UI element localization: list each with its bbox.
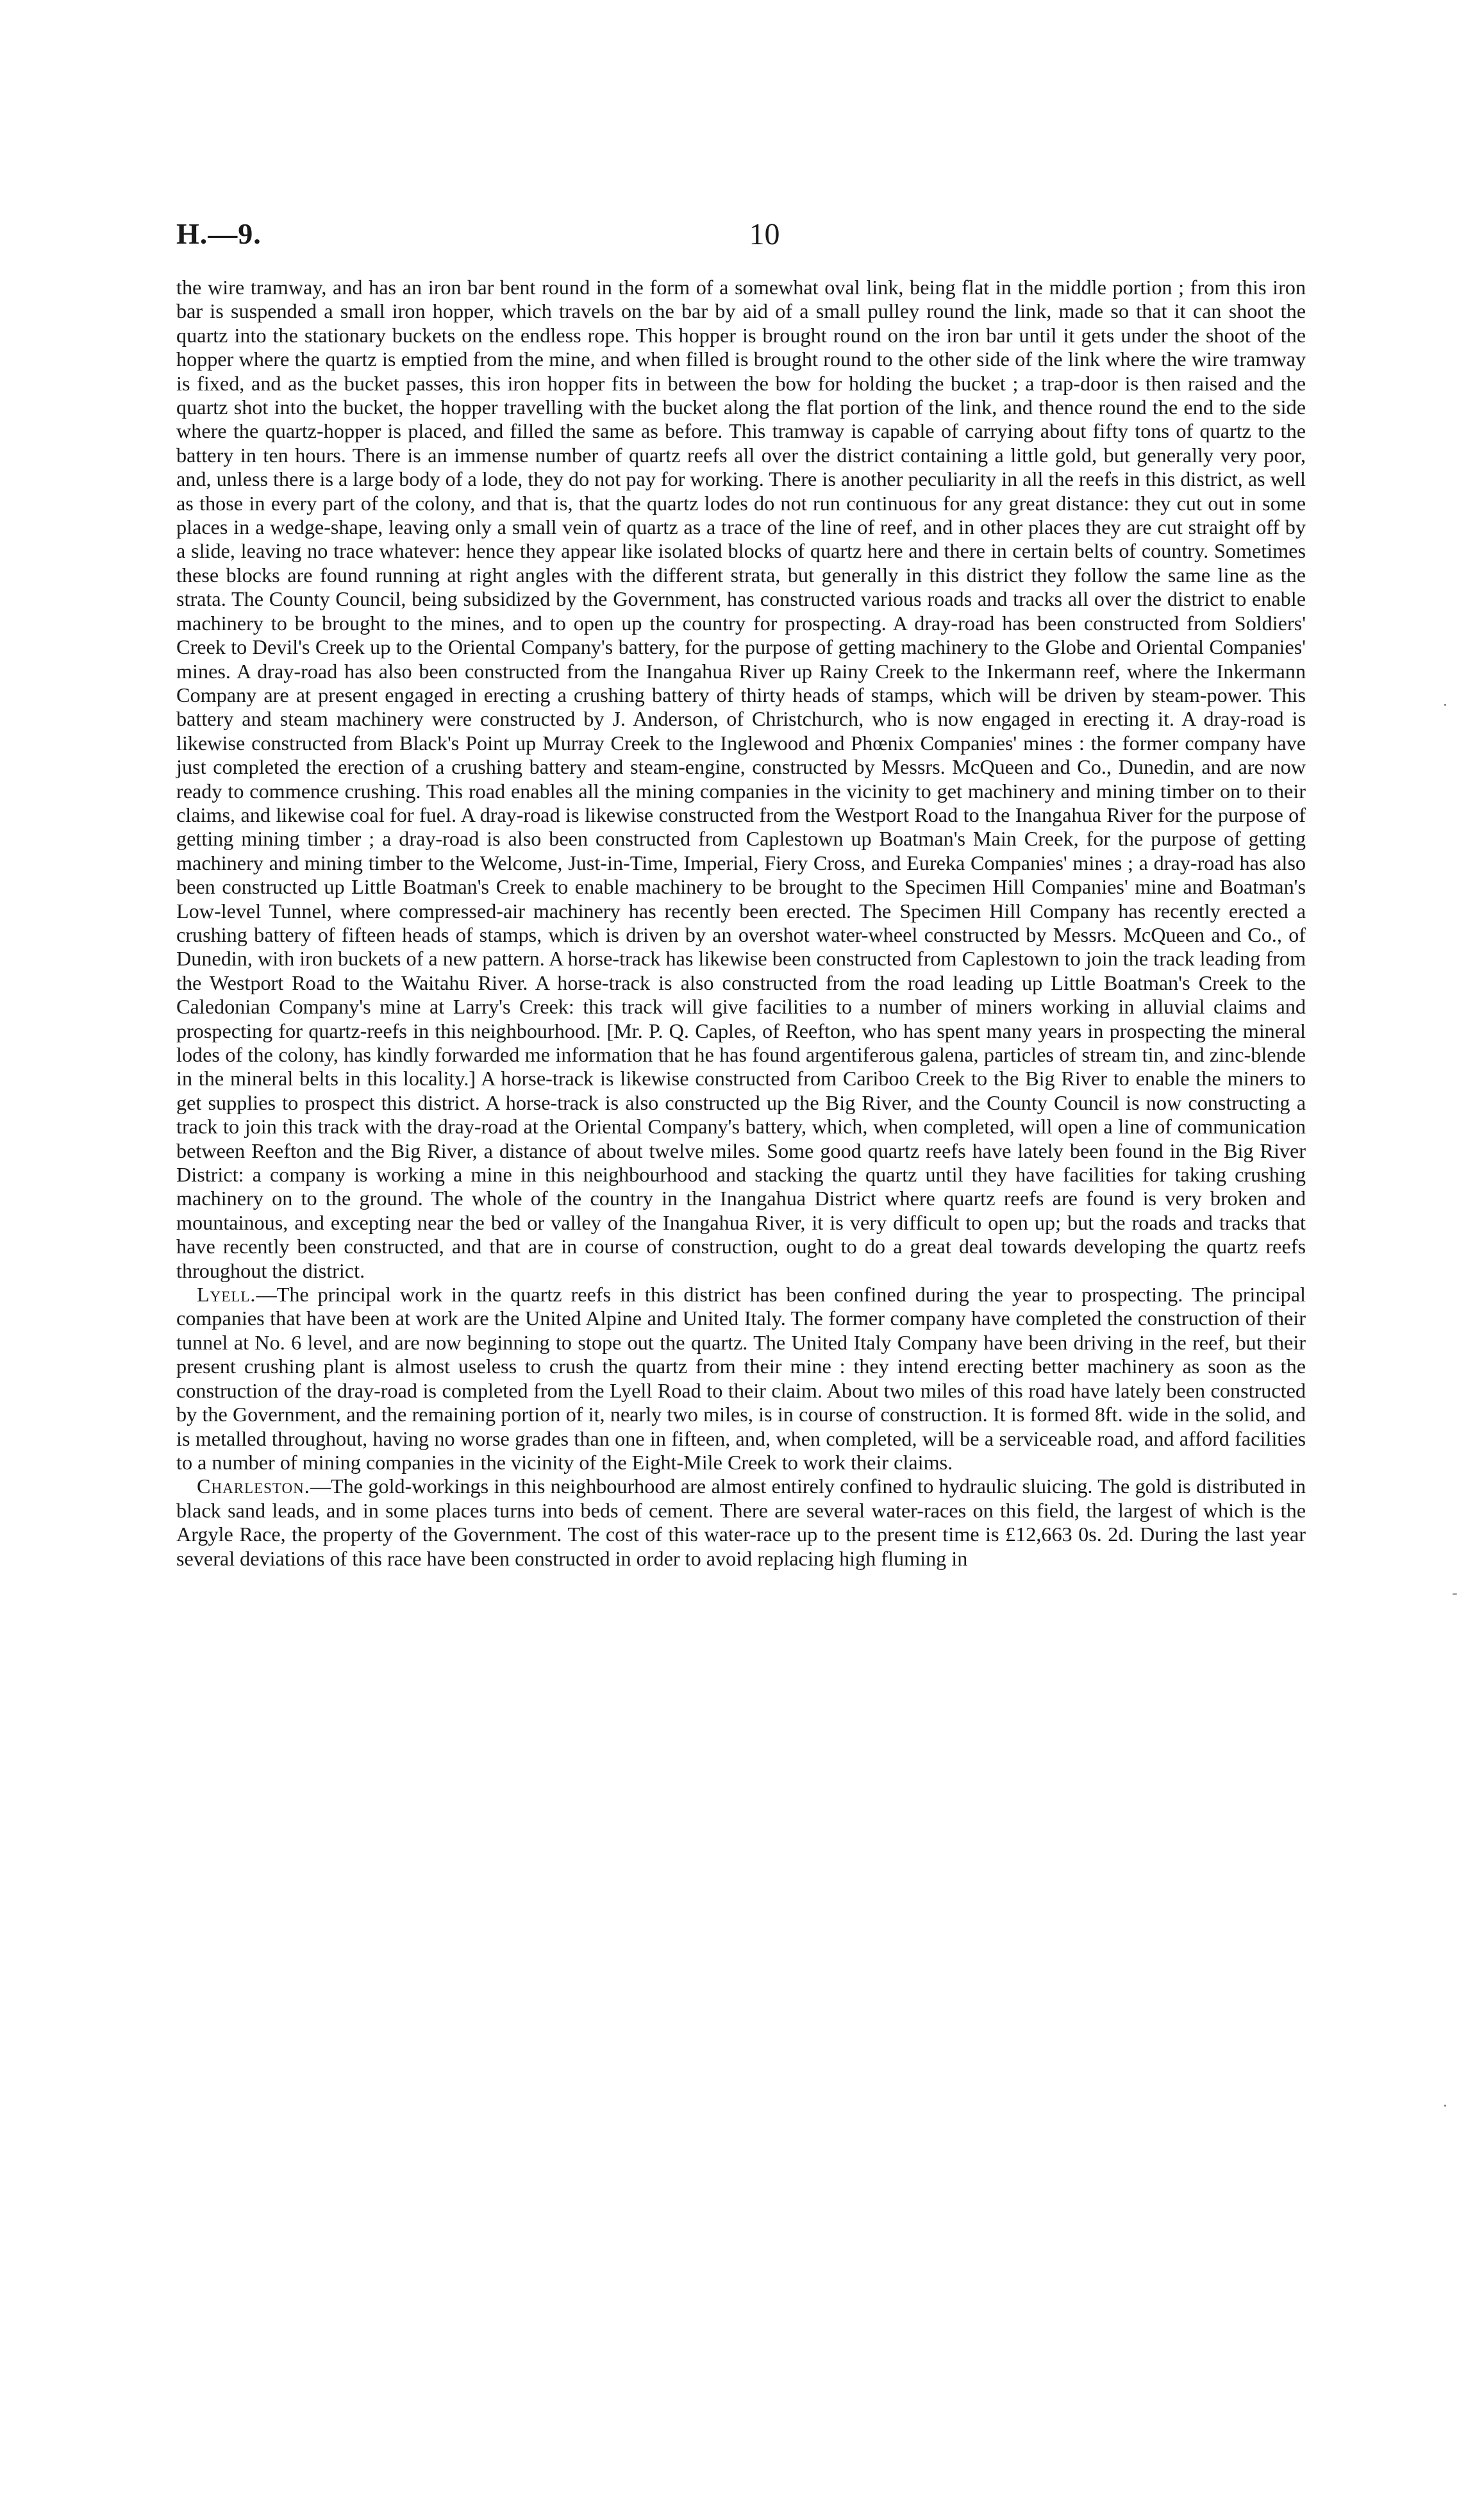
paragraph-text: —The principal work in the quartz reefs in this district has been confined during the year to prospecting. The principal companies that have been at work are the United Alpine and United Italy. The former company have completed the construction of their tunnel at No. 6 level, and are now beginning to stope out the quartz. The United Italy Company have been driving in the reef, but their present crushing plant is almost useless to crush the quartz from their mine : they intend erecting better machinery as soon as the construction of the dray-road is completed from the Lyell Road to their claim. About two miles of this road have lately been constructed by the Government, and the remaining portion of it, nearly two miles, is in course of construction. It is formed 8ft. wide in the solid, and is metalled throughout, having no worse grades than one in fifteen, and, when completed, will be a serviceable road, and afford facilities to a number of mining companies in the vicinity of the Eight-Mile Creek to work their claims. bbox=[176, 1283, 1306, 1474]
paragraph-text: —The gold-workings in this neighbourhood are almost entirely confined to hydraulic sluicing. The gold is distributed in black sand leads, and in some places turns into beds of cement. There are several water-races on this field, the largest of which is the Argyle Race, the property of the Government. The cost of this water-race up to the present time is £12,663 0s. 2d. During the last year several deviations of this race have been constructed in order to avoid replacing high fluming in bbox=[176, 1474, 1306, 1570]
page-header bbox=[176, 217, 1353, 268]
body-text bbox=[176, 276, 1306, 1571]
paragraph-lyell bbox=[176, 1283, 1306, 1474]
margin-mark: ‑ bbox=[1452, 1583, 1458, 1602]
section-heading-lyell: Lyell. bbox=[197, 1283, 256, 1307]
section-heading-charleston: Charleston. bbox=[197, 1474, 310, 1498]
paragraph-text: the wire tramway, and has an iron bar bent round in the form of a somewhat oval link, being flat in the middle portion ; from this iron bar is suspended a small iron hopper, which travels on the bar by aid of a small pulley round the link, made so that it can shoot the quartz into the stationary buckets on the endless rope. This hopper is brought round on the iron bar until it gets under the shoot of the hopper where the quartz is emptied from the mine, and when filled is brought round to the other side of the link where the wire tramway is fixed, and as the bucket passes, this iron hopper fits in between the bow for holding the bucket ; a trap-door is then raised and the quartz shot into the bucket, the hopper travelling with the bucket along the flat portion of the link, and thence round the end to the side where the quartz-hopper is placed, and filled the same as before. This tramway is capable of carrying about fifty tons of quartz to the battery in ten hours. There is an immense number of quartz reefs all over the district containing a little gold, but generally very poor, and, unless there is a large body of a lode, they do not pay for working. There is another peculiarity in all the reefs in this district, as well as those in every part of the colony, and that is, that the quartz lodes do not run continuous for any great distance: they cut out in some places in a wedge-shape, leaving only a small vein of quartz as a trace of the line of reef, and in other places they are cut straight off by a slide, leaving no trace whatever: hence they appear like isolated blocks of quartz here and there in certain belts of country. Sometimes these blocks are found running at right angles with the different strata, but generally in this district they follow the same line as the strata. The County Council, being subsidized by the Government, has constructed various roads and tracks all over the district to enable machinery to be brought to the mines, and to open up the country for prospecting. A dray-road has been constructed from Soldiers' Creek to Devil's Creek up to the Oriental Company's battery, for the purpose of getting machinery to the Globe and Oriental Companies' mines. A dray-road has also been constructed from the Inangahua River up Rainy Creek to the Inkermann reef, where the Inkermann Company are at present engaged in erecting a crushing battery of thirty heads of stamps, which will be driven by steam-power. This battery and steam machinery were constructed by J. Anderson, of Christchurch, who is now engaged in erecting it. A dray-road is likewise constructed from Black's Point up Murray Creek to the Inglewood and Phœnix Companies' mines : the former company have just completed the erection of a crushing battery and steam-engine, constructed by Messrs. McQueen and Co., Dunedin, and are now ready to commence crushing. This road enables all the mining companies in the vicinity to get machinery and mining timber on to their claims, and likewise coal for fuel. A dray-road is likewise constructed from the Westport Road to the Inangahua River for the purpose of getting mining timber ; a dray-road is also been constructed from Caplestown up Boatman's Main Creek, for the purpose of getting machinery and mining timber to the Welcome, Just-in-Time, Imperial, Fiery Cross, and Eureka Companies' mines ; a dray-road has also been constructed up Little Boatman's Creek to enable machinery to be brought to the Specimen Hill Companies' mine and Boatman's Low-level Tunnel, where compressed-air machinery has recently been erected. The Specimen Hill Company has recently erected a crushing battery of fifteen heads of stamps, which is driven by an overshot water-wheel constructed by Messrs. McQueen and Co., of Dunedin, with iron buckets of a new pattern. A horse-track has likewise been constructed from Caplestown to join the track leading from the Westport Road to the Waitahu River. A horse-track is also constructed from the road leading up Little Boatman's Creek to the Caledonian Company's mine at Larry's Creek: this track will give facilities to a number of miners working in alluvial claims and prospecting for quartz-reefs in this neighbourhood. [Mr. P. Q. Caples, of Reefton, who has spent many years in prospecting the mineral lodes of the colony, has kindly forwarded me information that he has found argentiferous galena, particles of stream tin, and zinc-blende in the mineral belts in this locality.] A horse-track is likewise constructed from Cariboo Creek to the Big River to enable the miners to get supplies to prospect this district. A horse-track is also constructed up the Big River, and the County Council is now constructing a track to join this track with the dray-road at the Oriental Company's battery, which, when completed, will open a line of communication between Reefton and the Big River, a distance of about twelve miles. Some good quartz reefs have lately been found in the Big River District: a company is working a mine in this neighbourhood and stacking the quartz until they have facilities for taking crushing machinery on to the ground. The whole of the country in the Inangahua District where quartz reefs are found is very broken and mountainous, and excepting near the bed or valley of the Inangahua River, it is very difficult to open up; but the roads and tracks that have recently been constructed, and that are in course of construction, ought to do a great deal towards developing the quartz reefs throughout the district. bbox=[176, 276, 1306, 1282]
paragraph-inangahua-continued bbox=[176, 276, 1306, 1283]
paragraph-charleston bbox=[176, 1474, 1306, 1571]
margin-mark: · bbox=[1442, 2096, 1448, 2115]
page-number: 10 bbox=[749, 217, 780, 251]
document-reference: H.—9. bbox=[176, 217, 262, 250]
margin-mark: · bbox=[1442, 696, 1448, 714]
